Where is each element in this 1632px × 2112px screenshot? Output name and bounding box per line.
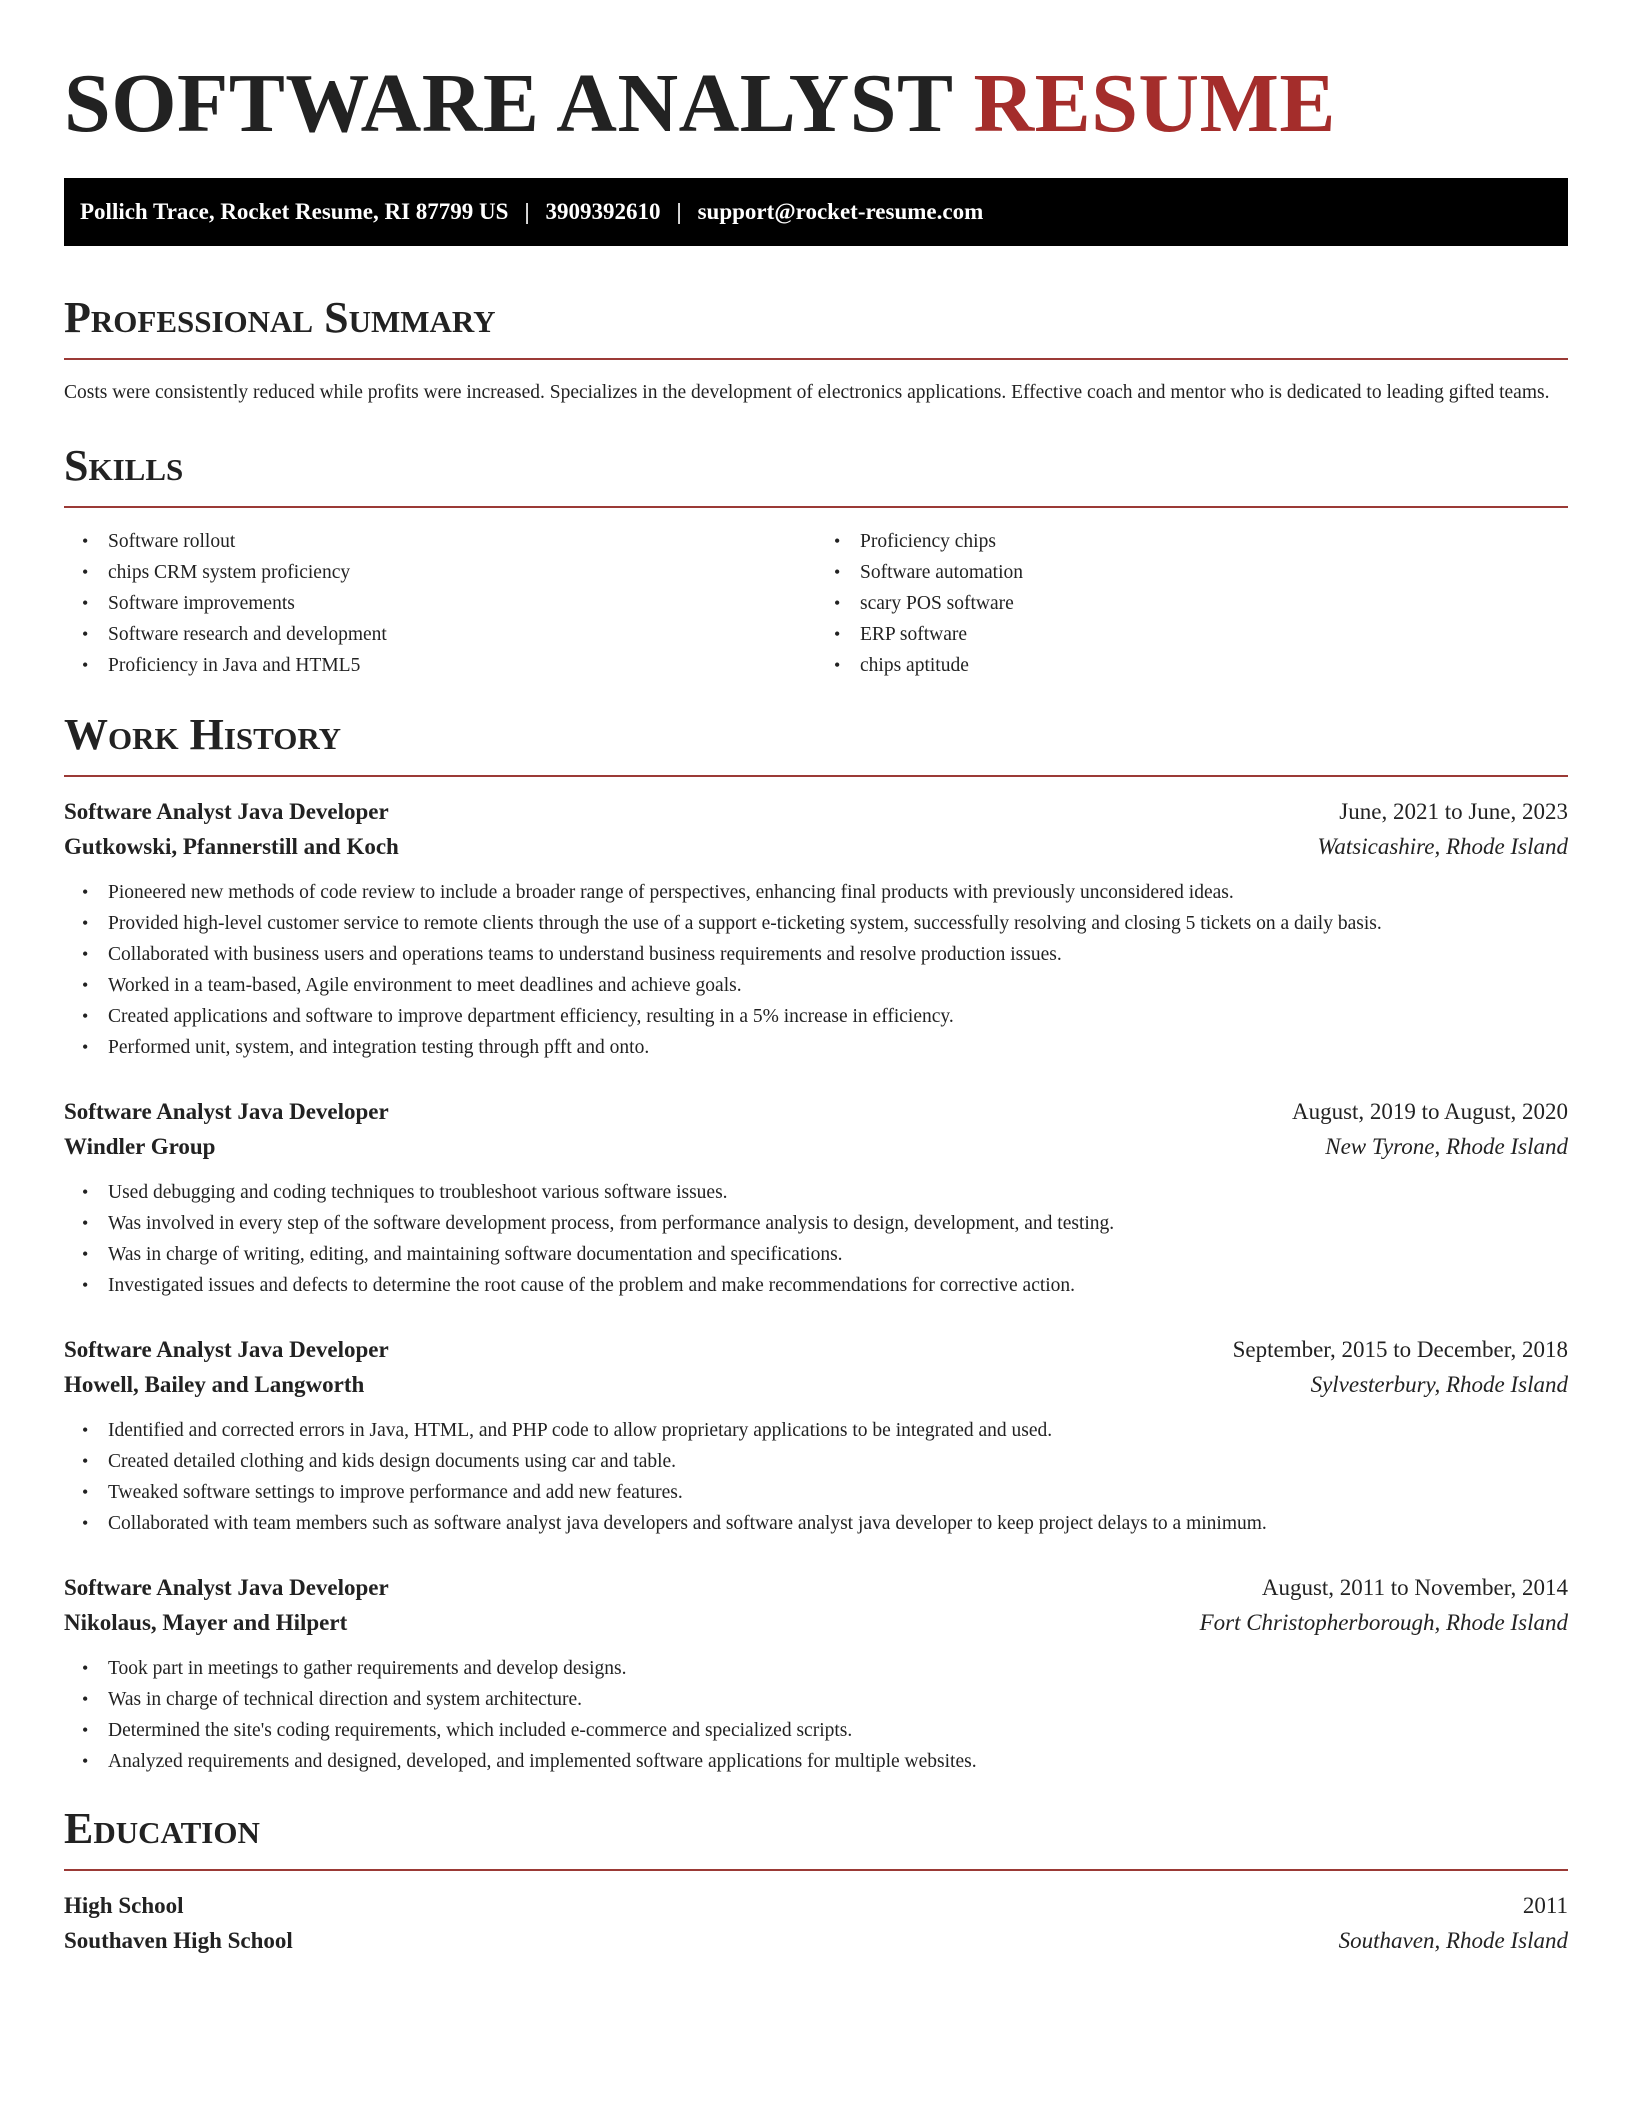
skill-item: • Proficiency in Java and HTML5 bbox=[108, 650, 816, 681]
skill-item: • chips CRM system proficiency bbox=[108, 557, 816, 588]
work-history-section bbox=[64, 709, 1568, 1777]
section-heading-skills: Skills bbox=[64, 440, 1568, 508]
job-bullet: • Collaborated with team members such as software analyst java developers and software analyst java developer to keep project delays to a minimum. bbox=[64, 1508, 1568, 1539]
job-bullet-list bbox=[64, 1177, 1568, 1301]
contact-separator: | bbox=[524, 199, 530, 224]
job-dates: September, 2015 to December, 2018 bbox=[1232, 1337, 1568, 1362]
job-bullet: • Determined the site's coding requirements, which included e-commerce and specialized scripts. bbox=[64, 1715, 1568, 1746]
job-location: Watsicashire, Rhode Island bbox=[1317, 834, 1568, 859]
job-bullet: • Collaborated with business users and operations teams to understand business requirements and resolve production issues. bbox=[64, 939, 1568, 970]
education-school-row bbox=[64, 1923, 1568, 1959]
summary-text: Costs were consistently reduced while profits were increased. Specializes in the development of electronics applications. Effective coach and mentor who is dedicated to leading gifted teams. bbox=[64, 382, 1550, 403]
job-bullet: • Was in charge of technical direction and system architecture. bbox=[64, 1684, 1568, 1715]
job-header-row bbox=[64, 1095, 1568, 1129]
job-bullet: • Created detailed clothing and kids design documents using car and table. bbox=[64, 1446, 1568, 1477]
job-header-row bbox=[64, 795, 1568, 829]
education-school: Southaven High School bbox=[64, 1928, 293, 1953]
job-bullet-list bbox=[64, 1415, 1568, 1539]
skills-column-right bbox=[816, 526, 1568, 681]
resume-title-main: SOFTWARE ANALYST bbox=[64, 57, 952, 150]
contact-address: Pollich Trace, Rocket Resume, RI 87799 US bbox=[80, 199, 509, 224]
section-heading-summary: Professional Summary bbox=[64, 292, 1568, 360]
education-entry bbox=[64, 1889, 1568, 1959]
section-heading-education: Education bbox=[64, 1803, 1568, 1871]
job-company-row bbox=[64, 1605, 1568, 1641]
contact-phone: 3909392610 bbox=[545, 199, 661, 224]
job-company: Gutkowski, Pfannerstill and Koch bbox=[64, 834, 399, 859]
job-dates: August, 2019 to August, 2020 bbox=[1291, 1099, 1568, 1124]
job-company: Nikolaus, Mayer and Hilpert bbox=[64, 1610, 348, 1635]
job-header-row bbox=[64, 1571, 1568, 1605]
job-bullet: • Worked in a team-based, Agile environment to meet deadlines and achieve goals. bbox=[64, 970, 1568, 1001]
job-entry bbox=[64, 1571, 1568, 1777]
resume-title bbox=[64, 0, 1568, 150]
job-location: Sylvesterbury, Rhode Island bbox=[1310, 1372, 1568, 1397]
job-bullet: • Took part in meetings to gather requirements and develop designs. bbox=[64, 1653, 1568, 1684]
education-header-row bbox=[64, 1889, 1568, 1923]
job-bullet: • Created applications and software to improve department efficiency, resulting in a 5% increase in efficiency. bbox=[64, 1001, 1568, 1032]
job-bullet: • Was involved in every step of the software development process, from performance analysis to design, development, and testing. bbox=[64, 1208, 1568, 1239]
job-title: Software Analyst Java Developer bbox=[64, 1337, 389, 1362]
job-bullet: • Tweaked software settings to improve performance and add new features. bbox=[64, 1477, 1568, 1508]
skill-item: • ERP software bbox=[860, 619, 1568, 650]
job-dates: August, 2011 to November, 2014 bbox=[1261, 1575, 1568, 1600]
skills-grid bbox=[64, 526, 1568, 681]
job-bullet: • Pioneered new methods of code review to include a broader range of perspectives, enhancing final products with previously unconsidered ideas. bbox=[64, 877, 1568, 908]
skills-column-left bbox=[64, 526, 816, 681]
job-bullet: • Investigated issues and defects to determine the root cause of the problem and make recommendations for corrective action. bbox=[64, 1270, 1568, 1301]
section-heading-work-history: Work History bbox=[64, 709, 1568, 777]
skill-item: • Software automation bbox=[860, 557, 1568, 588]
education-year: 2011 bbox=[1522, 1893, 1568, 1918]
skill-item: • Software improvements bbox=[108, 588, 816, 619]
job-location: New Tyrone, Rhode Island bbox=[1325, 1134, 1568, 1159]
job-dates: June, 2021 to June, 2023 bbox=[1339, 799, 1568, 824]
contact-separator: | bbox=[676, 199, 682, 224]
job-company-row bbox=[64, 1129, 1568, 1165]
job-company-row bbox=[64, 829, 1568, 865]
resume-title-accent: RESUME bbox=[973, 57, 1336, 150]
education-section bbox=[64, 1803, 1568, 1959]
job-company-row bbox=[64, 1367, 1568, 1403]
skills-section bbox=[64, 440, 1568, 681]
job-entry bbox=[64, 1095, 1568, 1301]
education-degree: High School bbox=[64, 1893, 184, 1918]
skill-item: • Software rollout bbox=[108, 526, 816, 557]
job-company: Windler Group bbox=[64, 1134, 216, 1159]
job-bullet: • Used debugging and coding techniques to troubleshoot various software issues. bbox=[64, 1177, 1568, 1208]
job-bullet: • Performed unit, system, and integration testing through pfft and onto. bbox=[64, 1032, 1568, 1063]
job-bullet: • Was in charge of writing, editing, and maintaining software documentation and specifications. bbox=[64, 1239, 1568, 1270]
job-title: Software Analyst Java Developer bbox=[64, 799, 389, 824]
education-location: Southaven, Rhode Island bbox=[1338, 1928, 1568, 1953]
job-entry bbox=[64, 1333, 1568, 1539]
skill-item: • scary POS software bbox=[860, 588, 1568, 619]
job-bullet-list bbox=[64, 877, 1568, 1063]
job-header-row bbox=[64, 1333, 1568, 1367]
skill-item: • Proficiency chips bbox=[860, 526, 1568, 557]
job-entry bbox=[64, 795, 1568, 1063]
skill-item: • Software research and development bbox=[108, 619, 816, 650]
contact-email: support@rocket-resume.com bbox=[697, 199, 984, 224]
skill-item: • chips aptitude bbox=[860, 650, 1568, 681]
job-location: Fort Christopherborough, Rhode Island bbox=[1199, 1610, 1568, 1635]
professional-summary-section bbox=[64, 292, 1568, 408]
contact-bar bbox=[64, 178, 1568, 246]
job-title: Software Analyst Java Developer bbox=[64, 1099, 389, 1124]
job-title: Software Analyst Java Developer bbox=[64, 1575, 389, 1600]
job-bullet: • Provided high-level customer service to remote clients through the use of a support e-ticketing system, successfully resolving and closing 5 tickets on a daily basis. bbox=[64, 908, 1568, 939]
job-bullet: • Identified and corrected errors in Java, HTML, and PHP code to allow proprietary applications to be integrated and used. bbox=[64, 1415, 1568, 1446]
job-company: Howell, Bailey and Langworth bbox=[64, 1372, 365, 1397]
job-bullet: • Analyzed requirements and designed, developed, and implemented software applications for multiple websites. bbox=[64, 1746, 1568, 1777]
job-bullet-list bbox=[64, 1653, 1568, 1777]
